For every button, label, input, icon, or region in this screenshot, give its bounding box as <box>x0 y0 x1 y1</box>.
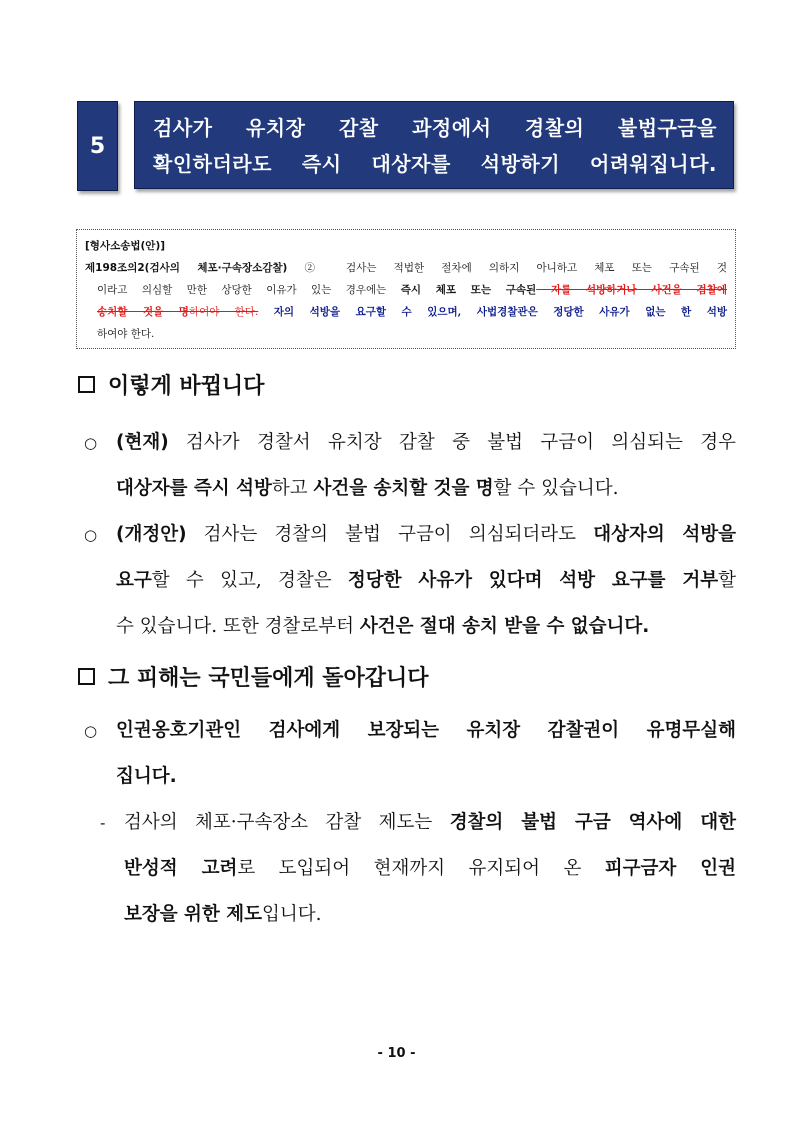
title-banner <box>134 101 734 189</box>
circle-bullet-icon: ○ <box>84 526 98 544</box>
law-deleted-text: 하여야 한다. <box>188 306 259 318</box>
section-number: 5 <box>89 133 106 159</box>
circle-bullet-icon: ○ <box>84 722 98 740</box>
dash-bullet-icon: - <box>100 814 106 832</box>
law-text: 이라고 의심할 만한 상당한 이유가 있는 경우에는 <box>97 284 401 296</box>
law-line-3 <box>85 301 727 323</box>
checkbox-square-icon <box>78 376 95 393</box>
law-line-1 <box>85 257 727 279</box>
emphasis-text: 대상자를 즉시 석방 <box>116 478 272 499</box>
law-line-4 <box>85 323 727 345</box>
law-article-head: 제198조의2(검사의 체포·구속장소감찰) <box>85 262 288 274</box>
paragraph-current: ○ (현재) 검사가 경찰서 유치장 감찰 중 불법 구금이 의심되는 경우 대상자를 즉시 석방하고 사건을 송치할 것을 명할 수 있습니다. <box>84 420 736 512</box>
emphasis-text: 보장을 위한 제도 <box>124 904 262 925</box>
law-bold-text: 즉시 체포 또는 구속된 <box>400 284 537 296</box>
title-line-2: 확인하더라도 즉시 대상자를 석방하기 어려워집니다. <box>153 152 717 176</box>
law-inserted-text: 자 <box>258 306 284 318</box>
emphasis-text: 사건은 절대 송치 받을 수 없습니다. <box>359 616 650 637</box>
emphasis-text: 피구금자 인권 <box>604 858 736 879</box>
checkbox-square-icon <box>78 668 95 685</box>
emphasis-text: 집니다. <box>116 766 177 787</box>
emphasis-text: 반성적 고려 <box>124 858 238 879</box>
emphasis-text: 인권옹호기관인 검사에게 보장되는 유치장 감찰권이 유명무실해 <box>116 720 736 741</box>
law-deleted-text: 자를 석방하거나 사건을 검찰에 <box>536 284 727 296</box>
section-heading-text: 그 피해는 국민들에게 돌아갑니다 <box>108 666 429 691</box>
law-text: ② 검사는 적법한 절차에 의하지 아니하고 체포 또는 구속된 것 <box>287 262 728 274</box>
emphasis-text: 사건을 송치할 것을 명 <box>313 478 494 499</box>
label-amendment: (개정안) <box>116 524 187 545</box>
sub-paragraph-history: - 검사의 체포·구속장소 감찰 제도는 경찰의 불법 구금 역사에 대한 반성적 고려로 도입되어 현재까지 유지되어 온 피구금자 인권 보장을 위한 제도입니다. <box>100 800 736 938</box>
paragraph-impact <box>84 708 736 800</box>
law-quote-box <box>76 229 736 349</box>
law-title: [형사소송법(안)] <box>85 240 166 252</box>
section-number-badge <box>77 101 118 191</box>
law-deleted-text: 송치할 것을 명 <box>97 306 189 318</box>
emphasis-text: 경찰의 불법 구금 역사에 대한 <box>449 812 736 833</box>
paragraph-amendment: ○ (개정안) 검사는 경찰의 불법 구금이 의심되더라도 대상자의 석방을 요구할 수 있고, 경찰은 정당한 사유가 있다며 석방 요구를 거부할 수 있습니다. 또한 경찰로부터 사건은 절대 송치 받을 수 없습니다. <box>84 512 736 650</box>
law-text: 하여야 한다. <box>97 328 155 340</box>
circle-bullet-icon: ○ <box>84 434 98 452</box>
section-heading-changes <box>78 369 264 400</box>
emphasis-text: 정당한 사유가 있다며 석방 요구를 거부 <box>347 570 719 591</box>
law-line-2 <box>85 279 727 301</box>
section-heading-impact <box>78 661 429 692</box>
page-number: - 10 - <box>377 1046 416 1061</box>
emphasis-text: 대상자의 석방을 <box>593 524 737 545</box>
section-heading-text: 이렇게 바뀝니다 <box>108 374 265 399</box>
emphasis-text: 요구 <box>116 570 152 591</box>
law-inserted-text: 의 석방을 요구할 수 있으며, 사법경찰관은 정당한 사유가 없는 한 석방 <box>283 306 727 318</box>
label-current: (현재) <box>116 432 169 453</box>
title-line-1: 검사가 유치장 감찰 과정에서 경찰의 불법구금을 <box>153 116 717 140</box>
